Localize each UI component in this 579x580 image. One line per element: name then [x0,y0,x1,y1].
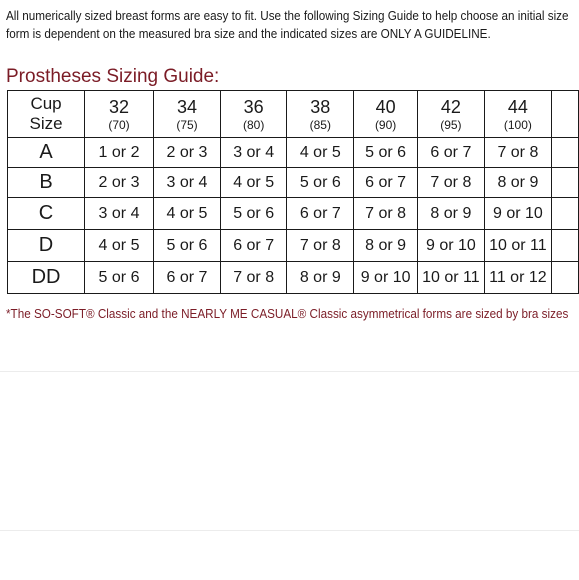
form-size-cell: 4 or 5 [85,230,154,262]
form-size-cell: 4 or 5 [287,138,354,168]
cup-size-header [8,91,85,138]
form-size-cell: 7 or 8 [287,230,354,262]
form-size-cell: 10 or 11 [417,262,484,294]
band-metric: (80) [242,117,265,132]
table-row [8,168,579,198]
band-metric: (70) [108,117,130,132]
form-size-cell: 7 or 8 [354,198,418,230]
band-metric: (100) [503,117,532,132]
overflow-cell [551,262,578,294]
band-metric: (90) [374,117,397,132]
band-header [354,91,418,138]
form-size-cell: 7 or 8 [221,262,287,294]
intro-line-1: All numerically sized breast forms are easy to fit. Use the following Sizing Guide to help choose an initial size [6,8,569,23]
form-size-cell: 8 or 9 [287,262,354,294]
band-size: 38 [310,96,331,117]
band-size: 34 [176,96,198,117]
band-header [221,91,287,138]
form-size-cell: 6 or 7 [153,262,220,294]
form-size-cell: 2 or 3 [153,138,220,168]
intro-text [6,7,569,43]
band-size: 32 [108,96,130,117]
cup-label: D [8,230,85,262]
sizing-guide-title: Prostheses Sizing Guide: [6,66,220,87]
form-size-cell: 3 or 4 [221,138,287,168]
band-metric: (85) [309,117,331,132]
overflow-cell [551,138,578,168]
section-divider [0,530,579,531]
band-header [417,91,484,138]
overflow-cell [551,168,578,198]
form-size-cell: 1 or 2 [85,138,154,168]
form-size-cell: 6 or 7 [221,230,287,262]
form-size-cell: 6 or 7 [417,138,484,168]
table-row [8,262,579,294]
sizing-table [7,90,579,294]
band-header [484,91,551,138]
footnote: *The SO-SOFT® Classic and the NEARLY ME CASUAL® Classic asymmetrical forms are sized by bra sizes [6,306,569,321]
table-header-row [8,91,579,138]
overflow-cell [551,198,578,230]
form-size-cell: 8 or 9 [417,198,484,230]
cup-label: B [8,168,85,198]
form-size-cell: 3 or 4 [153,168,220,198]
band-size: 44 [507,96,528,117]
band-size: 42 [440,96,461,117]
form-size-cell: 5 or 6 [153,230,220,262]
band-size: 36 [243,96,264,117]
form-size-cell: 5 or 6 [287,168,354,198]
band-metric: (95) [440,117,462,132]
table-row [8,198,579,230]
table-row [8,230,579,262]
band-header-overflow [551,91,578,138]
band-header [153,91,220,138]
form-size-cell: 5 or 6 [221,198,287,230]
form-size-cell: 10 or 11 [484,230,551,262]
form-size-cell: 4 or 5 [153,198,220,230]
cup-header-line1: Cup [30,94,62,113]
form-size-cell: 2 or 3 [85,168,154,198]
overflow-cell [551,230,578,262]
section-divider [0,371,579,372]
band-header [85,91,154,138]
form-size-cell: 9 or 10 [484,198,551,230]
form-size-cell: 3 or 4 [85,198,154,230]
cup-header-line2: Size [29,114,63,133]
cup-label: C [8,198,85,230]
intro-line-2: form is dependent on the measured bra size and the indicated sizes are ONLY A GUIDELINE. [6,26,491,41]
band-header [287,91,354,138]
form-size-cell: 9 or 10 [417,230,484,262]
band-size: 40 [375,96,396,117]
form-size-cell: 9 or 10 [354,262,418,294]
cup-label: DD [8,262,85,294]
form-size-cell: 7 or 8 [417,168,484,198]
form-size-cell: 8 or 9 [484,168,551,198]
form-size-cell: 8 or 9 [354,230,418,262]
form-size-cell: 6 or 7 [354,168,418,198]
form-size-cell: 11 or 12 [484,262,551,294]
form-size-cell: 6 or 7 [287,198,354,230]
form-size-cell: 5 or 6 [85,262,154,294]
table-row [8,138,579,168]
band-metric: (75) [176,117,198,132]
cup-label: A [8,138,85,168]
form-size-cell: 5 or 6 [354,138,418,168]
form-size-cell: 7 or 8 [484,138,551,168]
form-size-cell: 4 or 5 [221,168,287,198]
